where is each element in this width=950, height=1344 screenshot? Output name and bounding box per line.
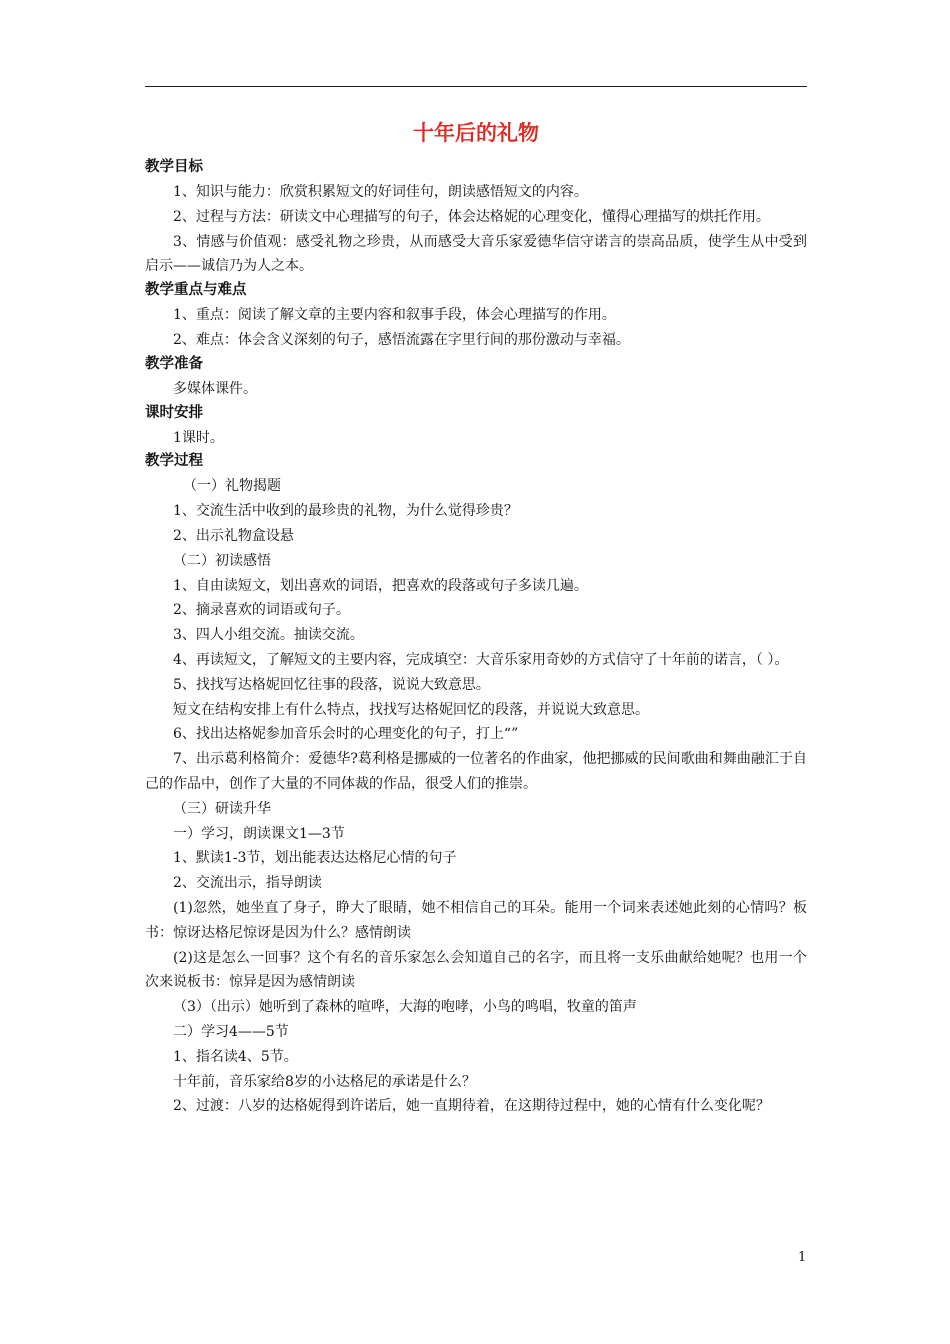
process-item: 6、找出达格妮参加音乐会时的心理变化的句子，打上“”	[173, 726, 519, 743]
process-item: 一）学习，朗读课文1—3节	[173, 825, 345, 842]
schedule-item: 1课时。	[173, 429, 224, 446]
page-number: 1	[798, 1250, 807, 1265]
process-item: 1、自由读短文，划出喜欢的词语，把喜欢的段落或句子多读几遍。	[173, 577, 588, 594]
heading-goals: 教学目标	[145, 159, 203, 175]
heading-key-points: 教学重点与难点	[145, 282, 247, 299]
process-item: 5、找找写达格妮回忆往事的段落，说说大致意思。	[173, 676, 490, 693]
process-item: 二）学习4——5节	[173, 1023, 289, 1040]
process-item: 3、四人小组交流。抽读交流。	[173, 627, 364, 644]
process-item: 十年前，音乐家给8岁的小达格尼的承诺是什么？	[173, 1073, 476, 1090]
process-item: 4、再读短文，了解短文的主要内容，完成填空：大音乐家用奇妙的方式信守了十年前的诺言，（ ）。	[173, 651, 789, 668]
document-body	[145, 118, 807, 1119]
process-item: 短文在结构安排上有什么特点，找找写达格妮回忆的段落，并说说大致意思。	[173, 701, 649, 718]
process-item: 7、出示葛利格简介：爱德华?葛利格是挪威的一位著名的作曲家，他把挪威的民间歌曲和舞曲融汇于自己的作品中，创作了大量的不同体裁的作品，很受人们的推崇。	[145, 751, 807, 792]
preparation-item: 多媒体课件。	[173, 380, 257, 397]
goal-item: 2、过程与方法：研读文中心理描写的句子，体会达格妮的心理变化，懂得心理描写的烘托作用。	[173, 208, 770, 225]
process-item: 2、出示礼物盒设悬	[173, 527, 294, 544]
process-item: 2、交流出示，指导朗读	[173, 875, 322, 892]
process-item: 1、交流生活中收到的最珍贵的礼物，为什么觉得珍贵？	[173, 503, 518, 520]
process-item: (2)这是怎么一回事？这个有名的音乐家怎么会知道自己的名字，而且将一支乐曲献给她呢？也用一个次来说板书：惊异是因为感情朗读	[145, 949, 807, 991]
process-item: 2、摘录喜欢的词语或句子。	[173, 602, 350, 619]
process-item: 2、过渡：八岁的达格妮得到许诺后，她一直期待着，在这期待过程中，她的心情有什么变化呢？	[173, 1098, 770, 1115]
goal-item: 1、知识与能力：欣赏积累短文的好词佳句，朗读感悟短文的内容。	[173, 184, 588, 200]
process-item: (1)忽然，她坐直了身子，睁大了眼睛，她不相信自己的耳朵。能用一个词来表述她此刻的心情吗？板书：惊讶达格尼惊讶是因为什么？感情朗读	[145, 899, 807, 941]
process-item: 1、指名读4、5节。	[173, 1048, 298, 1065]
heading-process: 教学过程	[145, 453, 203, 470]
process-item: （二）初读感悟	[173, 552, 271, 569]
heading-schedule: 课时安排	[145, 404, 203, 421]
goal-item: 3、情感与价值观：感受礼物之珍贵，从而感受大音乐家爱德华信守诺言的崇高品质，使学生从中受到启示——诚信乃为人之本。	[145, 233, 807, 275]
key-point-item: 2、难点：体会含义深刻的句子，感悟流露在字里行间的那份激动与幸福。	[173, 331, 630, 348]
key-point-item: 1、重点：阅读了解文章的主要内容和叙事手段，体会心理描写的作用。	[173, 307, 616, 324]
process-item: 1、默读1-3节，划出能表达达格尼心情的句子	[173, 850, 457, 867]
heading-preparation: 教学准备	[145, 355, 203, 372]
process-item: （三）研读升华	[173, 800, 271, 817]
document-title: 十年后的礼物	[413, 121, 539, 145]
header-rule	[145, 86, 807, 87]
process-item: （3）（出示）她听到了森林的喧哗，大海的咆哮，小鸟的鸣唱，牧童的笛声	[173, 999, 637, 1016]
process-item: （一）礼物揭题	[183, 478, 281, 495]
